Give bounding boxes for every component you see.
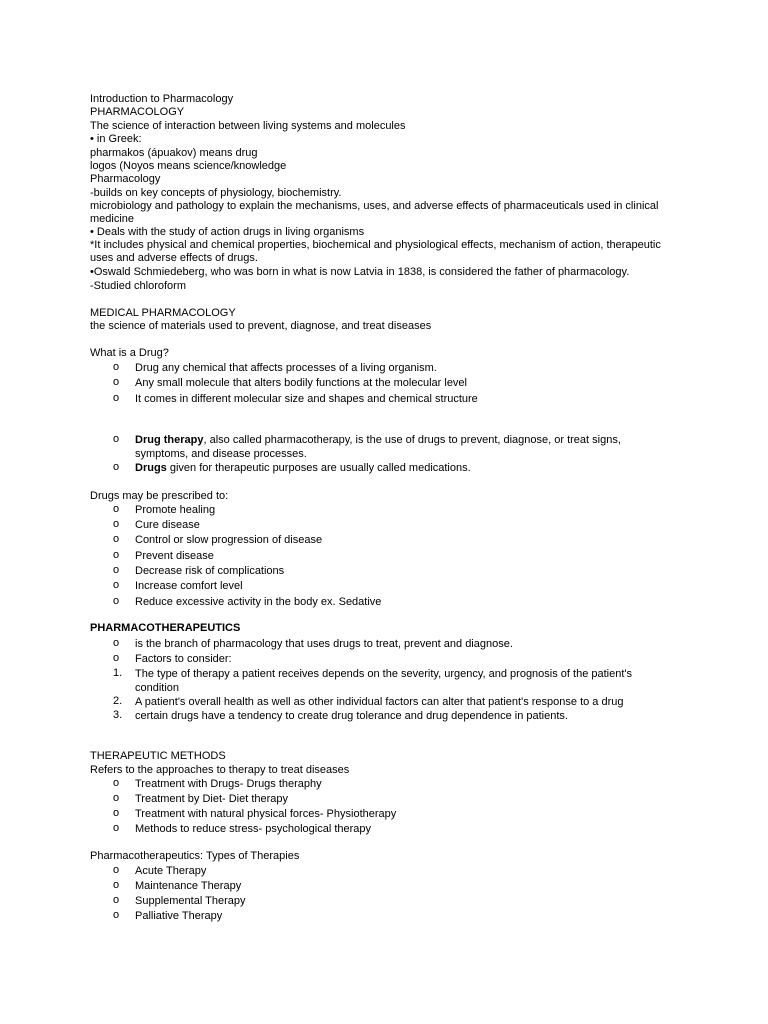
section-heading-pharmacotherapeutics: PHARMACOTHERAPEUTICS [90, 622, 241, 634]
bullet-marker: o [113, 637, 120, 649]
list-item: Cure disease [135, 519, 200, 531]
bullet-marker: o [113, 564, 120, 576]
numbered-item: The type of therapy a patient receives depends on the severity, urgency, and prognosis of the patient's condition [135, 668, 632, 694]
list-item: is the branch of pharmacology that uses drugs to treat, prevent and diagnose. [135, 638, 513, 650]
text-paragraph: *It includes physical and chemical properties, biochemical and physiological effects, mechanism of action, therapeutic uses and adverse effects of drugs. [90, 239, 661, 264]
bullet-marker: o [113, 879, 120, 891]
text-line: -builds on key concepts of physiology, biochemistry. [90, 187, 342, 199]
list-item-drug-therapy [135, 433, 650, 461]
bullet-marker: o [113, 864, 120, 876]
list-number: 3. [113, 709, 123, 721]
list-item: Any small molecule that alters bodily functions at the molecular level [135, 377, 467, 389]
bullet-marker: o [113, 392, 120, 404]
bullet-marker: o [113, 807, 120, 819]
bold-term: Drug therapy [135, 434, 204, 446]
list-item: Factors to consider: [135, 653, 232, 665]
list-item: Treatment by Diet- Diet therapy [135, 793, 289, 805]
list-item: Acute Therapy [135, 865, 207, 877]
bullet-marker: o [113, 503, 120, 515]
text-line: • in Greek: [90, 133, 142, 145]
section-heading-therapeutic-methods: THERAPEUTIC METHODS [90, 750, 226, 762]
text-line: The science of interaction between living systems and molecules [90, 120, 406, 132]
list-item: Maintenance Therapy [135, 880, 242, 892]
list-number: 1. [113, 667, 123, 679]
bullet-marker: o [113, 518, 120, 530]
bullet-marker: o [113, 822, 120, 834]
list-item: Supplemental Therapy [135, 895, 246, 907]
list-item: Increase comfort level [135, 580, 243, 592]
bold-term: Drugs [135, 462, 167, 474]
bullet-marker: o [113, 652, 120, 664]
text-line: •Oswald Schmiedeberg, who was born in what is now Latvia in 1838, is considered the father of pharmacology. [90, 266, 630, 278]
text-line: -Studied chloroform [90, 280, 186, 292]
section-heading-pharmacology: PHARMACOLOGY [90, 106, 185, 118]
text-line: Pharmacology [90, 173, 161, 185]
text-line: Refers to the approaches to therapy to treat diseases [90, 764, 350, 776]
list-item: Treatment with natural physical forces- Physiotherapy [135, 808, 397, 820]
list-item: Drug any chemical that affects processes of a living organism. [135, 362, 437, 374]
text-line: the science of materials used to prevent, diagnose, and treat diseases [90, 320, 432, 332]
text-paragraph: microbiology and pathology to explain the mechanisms, uses, and adverse effects of pharmaceuticals used in clinical medicine [90, 200, 659, 225]
list-item: Promote healing [135, 504, 216, 516]
list-item: Methods to reduce stress- psychological therapy [135, 823, 372, 835]
text-line: logos (Noyos means science/knowledge [90, 160, 287, 172]
list-item: It comes in different molecular size and shapes and chemical structure [135, 393, 478, 405]
bullet-marker: o [113, 433, 120, 445]
section-heading-medical-pharmacology: MEDICAL PHARMACOLOGY [90, 307, 236, 319]
bullet-marker: o [113, 792, 120, 804]
bullet-marker: o [113, 376, 120, 388]
bullet-marker: o [113, 461, 120, 473]
list-number: 2. [113, 695, 123, 707]
list-item: Treatment with Drugs- Drugs theraphy [135, 778, 322, 790]
list-item: Decrease risk of complications [135, 565, 285, 577]
numbered-item: certain drugs have a tendency to create drug tolerance and drug dependence in patients. [135, 710, 568, 722]
list-item: Control or slow progression of disease [135, 534, 323, 546]
section-heading-what-is-drug: What is a Drug? [90, 347, 169, 359]
text-line: pharmakos (ápuakov) means drug [90, 147, 258, 159]
bullet-marker: o [113, 894, 120, 906]
list-item-drugs [135, 461, 665, 475]
doc-title: Introduction to Pharmacology [90, 93, 234, 105]
bullet-marker: o [113, 549, 120, 561]
text-line: • Deals with the study of action drugs in living organisms [90, 226, 365, 238]
list-item-text: given for therapeutic purposes are usually called medications. [166, 462, 471, 474]
list-item-text: , also called pharmacotherapy, is the use of drugs to prevent, diagnose, or treat signs, symptoms, and disease processes. [135, 434, 621, 460]
bullet-marker: o [113, 533, 120, 545]
bullet-marker: o [113, 361, 120, 373]
section-heading-types-of-therapies: Pharmacotherapeutics: Types of Therapies [90, 850, 300, 862]
bullet-marker: o [113, 909, 120, 921]
section-heading-prescribed: Drugs may be prescribed to: [90, 490, 229, 502]
bullet-marker: o [113, 777, 120, 789]
bullet-marker: o [113, 579, 120, 591]
list-item: Reduce excessive activity in the body ex. Sedative [135, 596, 382, 608]
list-item: Prevent disease [135, 550, 214, 562]
bullet-marker: o [113, 595, 120, 607]
numbered-item: A patient's overall health as well as other individual factors can alter that patient's response to a drug [135, 696, 624, 708]
list-item: Palliative Therapy [135, 910, 223, 922]
